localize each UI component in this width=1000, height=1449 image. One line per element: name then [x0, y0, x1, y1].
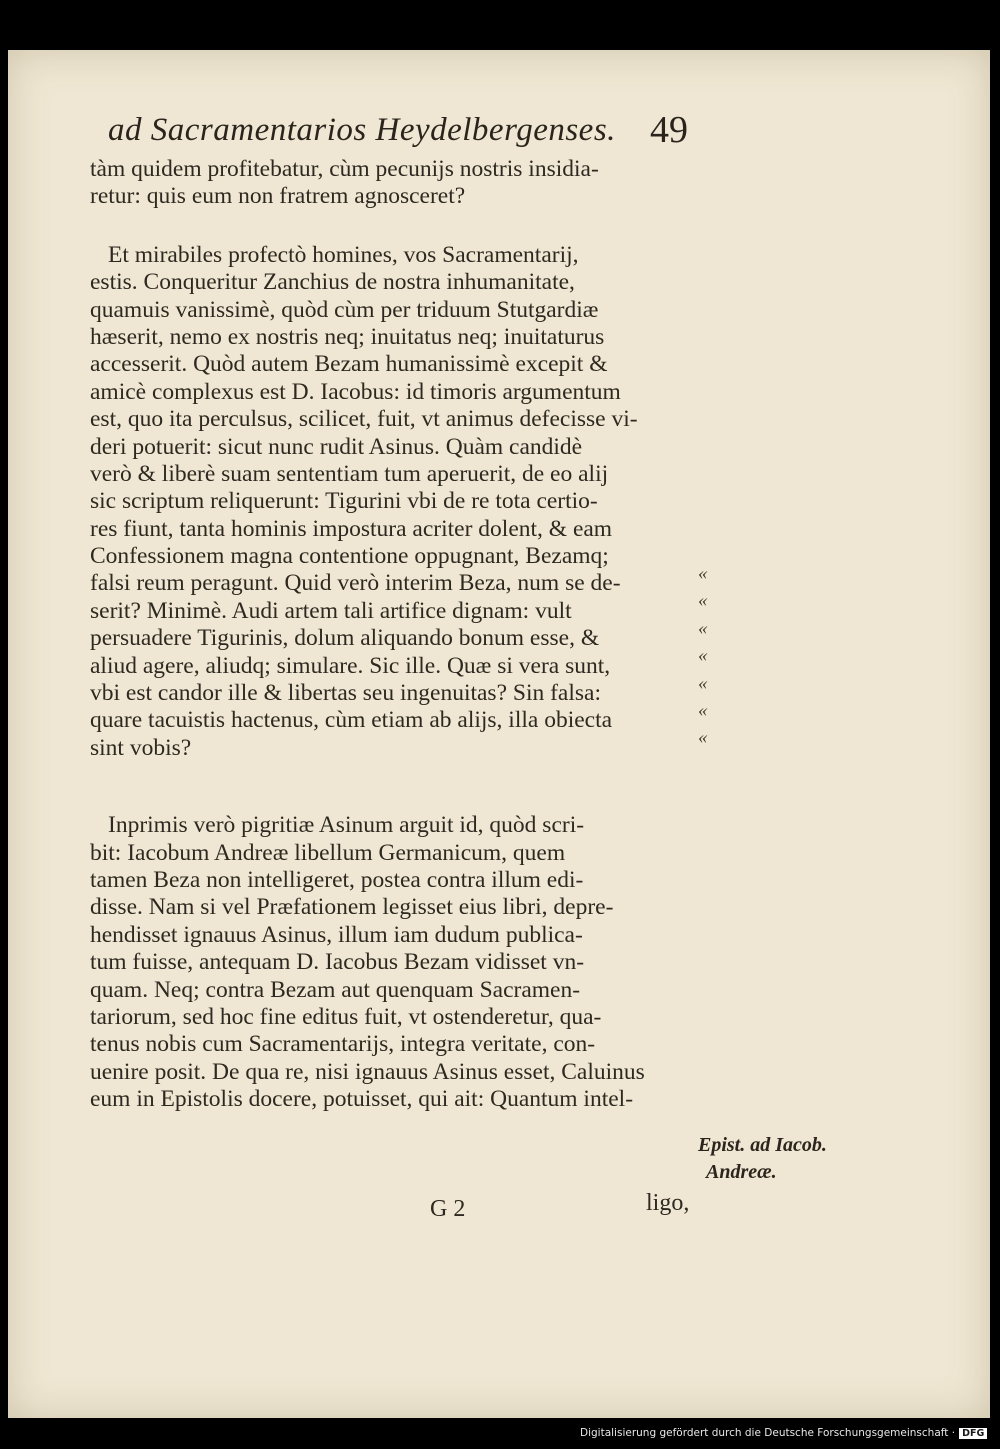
quote-mark: « — [698, 699, 708, 721]
text-line: Confessionem magna contentione oppugnant, Bezamq; — [90, 543, 609, 570]
text-line: hendisset ignauus Asinus, illum iam dudum publica- — [90, 921, 583, 948]
margin-quote-marks — [698, 560, 728, 752]
text-line: hæserit, nemo ex nostris neq; inuitatus neq; inuitaturus — [90, 323, 605, 350]
quote-mark: « — [698, 617, 708, 639]
text-line: deri potuerit: sicut nunc rudit Asinus. Quàm candidè — [90, 433, 583, 460]
text-line: Inprimis verò pigritiæ Asinum arguit id, quòd scri- — [108, 812, 585, 839]
paragraph-3 — [90, 812, 730, 1113]
book-page — [8, 50, 990, 1418]
text-line: tariorum, sed hoc fine editus fuit, vt ostenderetur, qua- — [90, 1003, 602, 1030]
quote-mark: « — [698, 590, 708, 612]
quote-mark: « — [698, 672, 708, 694]
dfg-logo: DFG — [959, 1428, 987, 1439]
text-line: tàm quidem profitebatur, cùm pecunijs nostris insidia- — [90, 156, 599, 182]
margin-note — [698, 1132, 898, 1186]
text-line: verò & liberè suam sententiam tum aperuerit, de eo alij — [90, 460, 609, 487]
text-line: estis. Conqueritur Zanchius de nostra inhumanitate, — [90, 269, 575, 296]
text-line: sic scriptum reliquerunt: Tigurini vbi de re tota certio- — [90, 488, 598, 515]
quote-mark: « — [698, 727, 708, 749]
quote-mark: « — [698, 563, 708, 584]
text-line: eum in Epistolis docere, potuisset, qui ait: Quantum intel- — [90, 1086, 634, 1113]
text-line: accesserit. Quòd autem Bezam humanissimè excepit & — [90, 351, 608, 378]
footer-text: Digitalisierung gefördert durch die Deutsche Forschungsgemeinschaft · — [580, 1427, 956, 1439]
text-line: serit? Minimè. Audi artem tali artifice dignam: vult — [90, 597, 572, 624]
running-head — [108, 109, 688, 162]
text-line: persuadere Tigurinis, dolum aliquando bonum esse, & — [90, 625, 600, 652]
paragraph-2 — [90, 242, 730, 762]
text-line: est, quo ita perculsus, scilicet, fuit, vt animus defecisse vi- — [90, 406, 638, 433]
text-line: res fiunt, tanta hominis impostura acriter dolent, & eam — [90, 515, 613, 542]
text-line: quare tacuistis hactenus, cùm etiam ab alijs, illa obiecta — [90, 707, 613, 734]
text-line: quam. Neq; contra Bezam aut quenquam Sacramen- — [90, 976, 581, 1003]
digitization-footer — [580, 1427, 996, 1445]
text-line: bit: Iacobum Andreæ libellum Germanicum, quem — [90, 839, 566, 866]
catchword: ligo, — [646, 1190, 690, 1216]
text-line: tamen Beza non intelligeret, postea contra illum edi- — [90, 866, 584, 893]
text-line: sint vobis? — [90, 734, 192, 761]
text-line: uenire posit. De qua re, nisi ignauus Asinus esset, Caluinus — [90, 1058, 645, 1085]
text-line: vbi est candor ille & libertas seu ingenuitas? Sin falsa: — [90, 680, 601, 707]
text-line: quamuis vanissimè, quòd cùm per triduum Stutgardiæ — [90, 296, 599, 323]
margin-note-line: Epist. ad Iacob. — [698, 1134, 827, 1156]
paragraph-1 — [90, 156, 730, 211]
page-number: 49 — [650, 109, 688, 151]
text-line: tenus nobis cum Sacramentarijs, integra veritate, con- — [90, 1031, 596, 1058]
margin-note-line: Andreæ. — [706, 1161, 777, 1183]
text-line: aliud agere, aliudq; simulare. Sic ille. Quæ si vera sunt, — [90, 652, 611, 679]
signature-mark: G 2 — [430, 1196, 466, 1222]
text-line: amicè complexus est D. Iacobus: id timoris argumentum — [90, 378, 621, 405]
text-line: Et mirabiles profectò homines, vos Sacramentarij, — [108, 241, 579, 268]
text-line: retur: quis eum non fratrem agnosceret? — [90, 183, 466, 210]
text-line: disse. Nam si vel Præfationem legisset eius libri, depre- — [90, 894, 614, 921]
running-head-title: ad Sacramentarios Heydelbergenses. — [108, 112, 616, 148]
quote-mark: « — [698, 645, 708, 667]
text-line: tum fuisse, antequam D. Iacobus Bezam vidisset vn- — [90, 949, 585, 976]
body-text — [90, 156, 730, 1114]
text-line: falsi reum peragunt. Quid verò interim Beza, num se de- — [90, 570, 621, 597]
